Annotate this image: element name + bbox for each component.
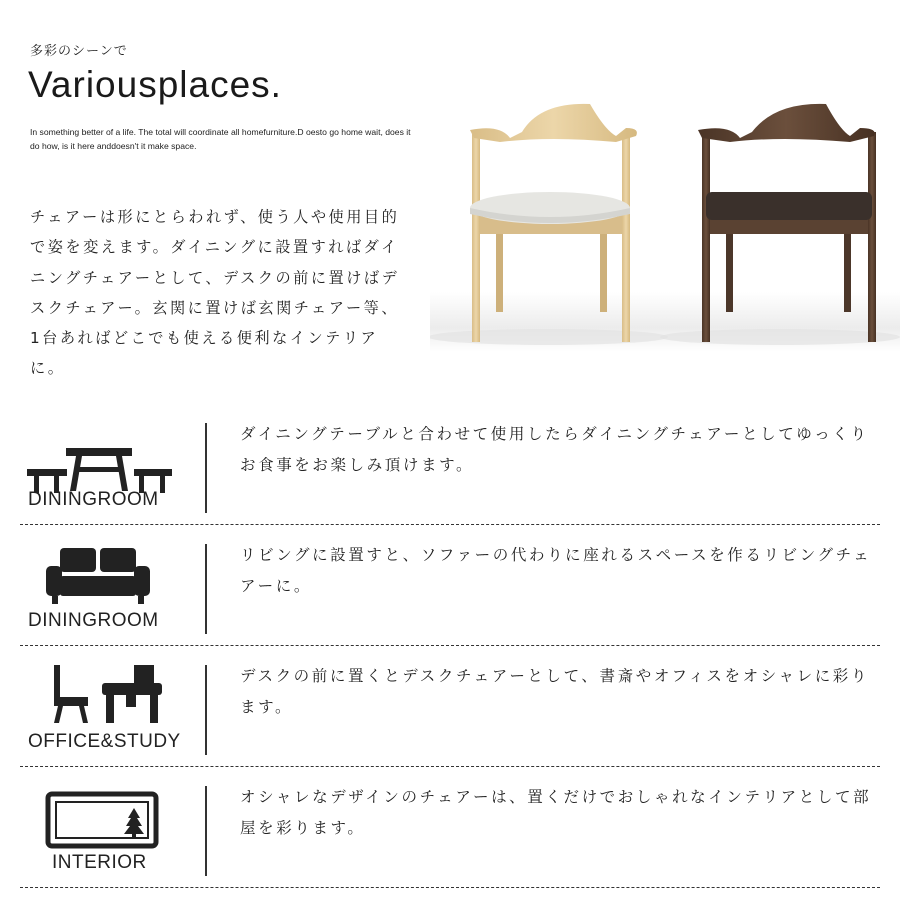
english-text: In something better of a life. The total will coordinate all homefurniture.D oesto go home wait, does it do how, is it here anddoesn't it make space. — [30, 127, 411, 151]
section-dining — [0, 405, 900, 526]
dashed-separator — [20, 524, 880, 525]
section-text: デスクの前に置くとデスクチェアーとして、書斎やオフィスをオシャレに彩ります。 — [240, 667, 870, 716]
section-text: リビングに設置すと、ソファーの代わりに座れるスペースを作るリビングチェアーに。 — [240, 546, 872, 595]
dashed-separator — [20, 887, 880, 888]
chairs-image — [430, 92, 900, 392]
section-living — [0, 526, 900, 647]
divider — [205, 665, 207, 755]
section-label: DININGROOM — [28, 489, 159, 510]
page-title: Variousplaces. — [28, 64, 282, 105]
section-label: OFFICE&STUDY — [28, 731, 181, 752]
section-office — [0, 647, 900, 768]
dashed-separator — [20, 645, 880, 646]
section-text: ダイニングテーブルと合わせて使用したらダイニングチェアーとしてゆっくりお食事をお楽しみ頂けます。 — [240, 425, 869, 474]
section-text: オシャレなデザインのチェアーは、置くだけでおしゃれなインテリアとして部屋を彩ります。 — [240, 788, 872, 837]
divider — [205, 544, 207, 634]
section-interior — [0, 768, 900, 889]
section-label: DININGROOM — [28, 610, 159, 631]
section-label: INTERIOR — [52, 852, 147, 873]
subtitle: 多彩のシーンで — [30, 44, 128, 59]
chair-photos — [430, 92, 900, 392]
divider — [205, 423, 207, 513]
dashed-separator — [20, 766, 880, 767]
divider — [205, 786, 207, 876]
description: チェアーは形にとらわれず、使う人や使用目的で姿を変えます。ダイニングに設置すればダイニングチェアーとして、デスクの前に置けばデスクチェアー。玄関に置けば玄関チェアー等、1台あればどこでも使える便利なインテリアに。 — [30, 208, 400, 378]
